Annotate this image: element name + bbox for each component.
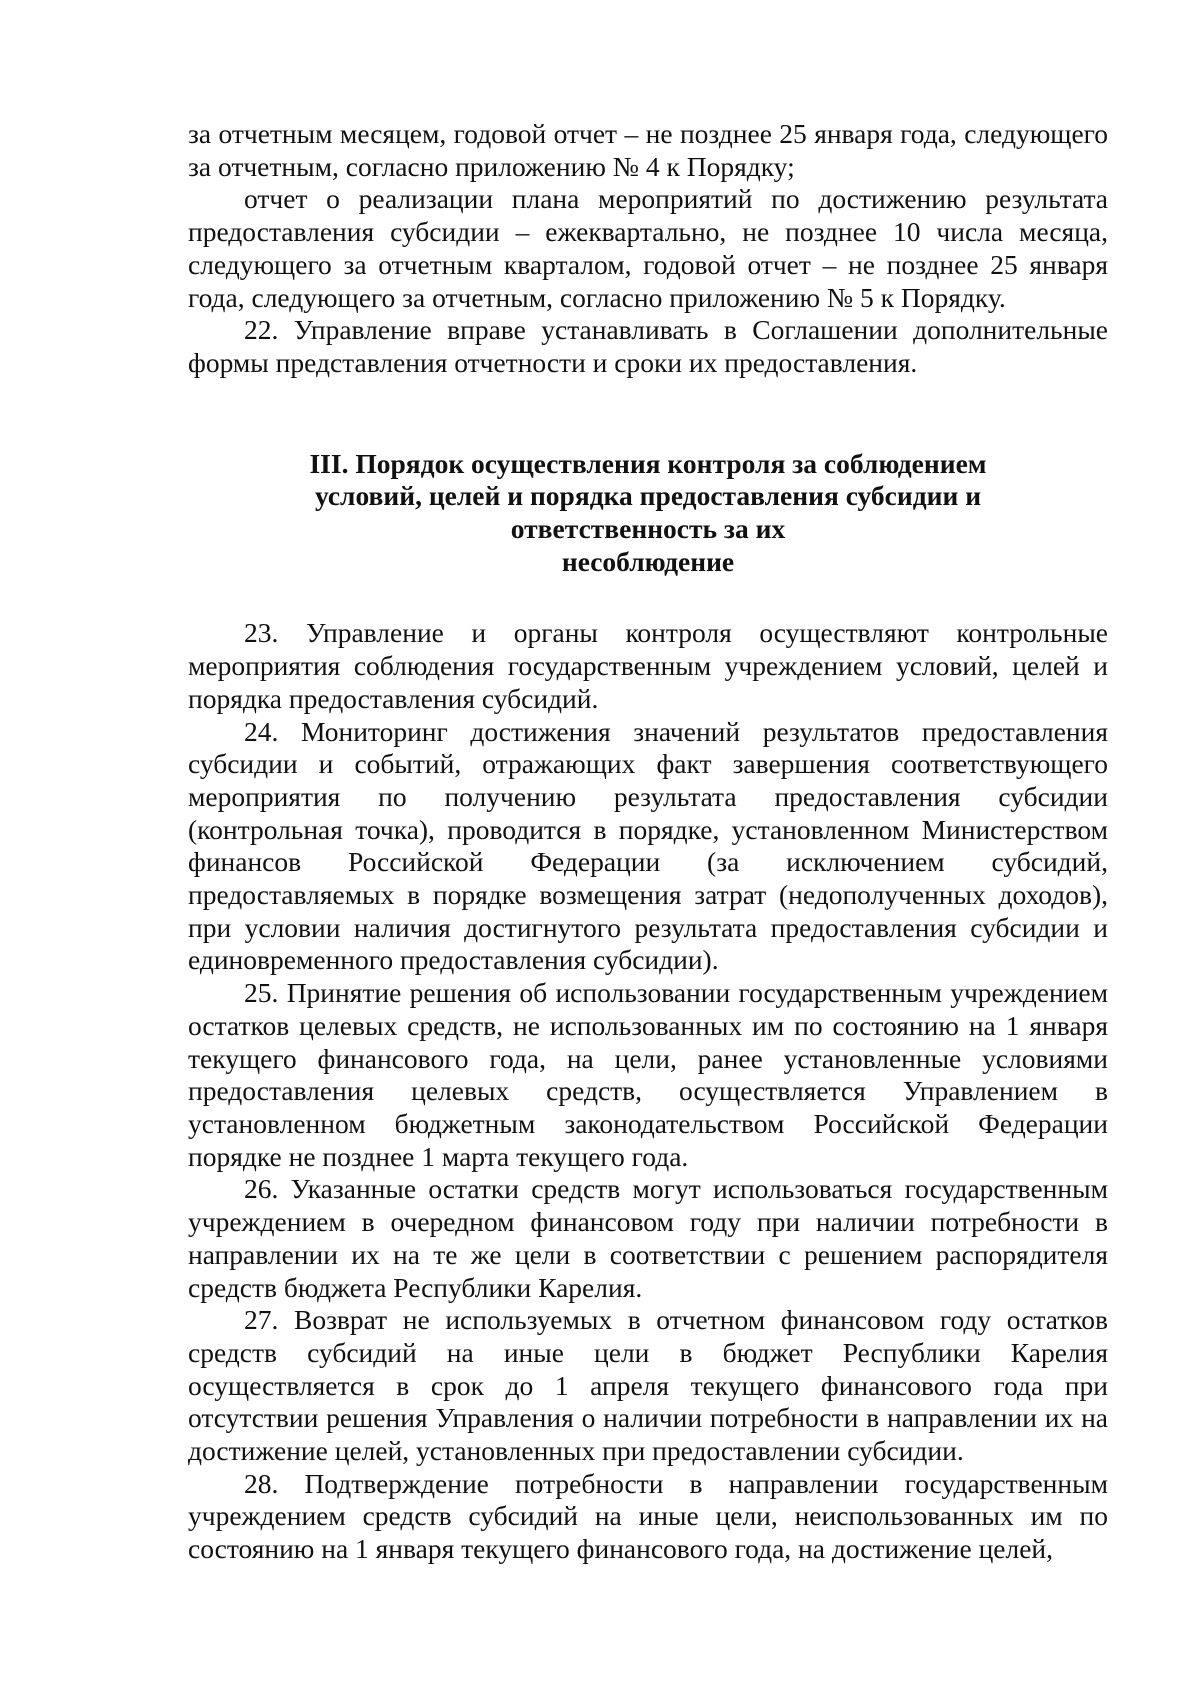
paragraph-26: 26. Указанные остатки средств могут использоваться государственным учреждением в очередном финансовом году при наличии потребности в направлении их на те же цели в соответствии с решением распорядителя средств бюджета Республики Карелия. [188,1173,1108,1303]
paragraph-25: 25. Принятие решения об использовании государственным учреждением остатков целевых средств, не использованных им по состоянию на 1 января текущего финансового года, на цели, ранее установленные условиями предоставления целевых средств, осуществляется Управлением в установленном бюджетным законодательством Российской Федерации порядке не позднее 1 марта текущего года. [188,977,1108,1172]
paragraph-report-plan: отчет о реализации плана мероприятий по достижению результата предоставления субсидии – ежеквартально, не позднее 10 числа месяца, следующего за отчетным кварталом, годовой отчет – не позднее 25 января года, следующего за отчетным, согласно приложению № 5 к Порядку. [188,183,1108,313]
paragraph-continuation: за отчетным месяцем, годовой отчет – не позднее 25 января года, следующего за отчетным, согласно приложению № 4 к Порядку; [188,118,1108,182]
paragraph-24: 24. Мониторинг достижения значений результатов предоставления субсидии и событий, отражающих факт завершения соответствующего мероприятия по получению результата предоставления субсидии (контрольная точка), проводится в порядке, установленном Министерством финансов Российской Федерации (за исключением субсидий, предоставляемых в порядке возмещения затрат (недополученных доходов), при условии наличия достигнутого результата предоставления субсидии и единовременного предоставления субсидии). [188,715,1108,976]
section-heading-line-2: условий, целей и порядка предоставления субсидии и [314,480,982,512]
section-heading-line-1: III. Порядок осуществления контроля за соблюдением [309,447,987,479]
section-heading-line-4: несоблюдение [561,545,735,577]
section-heading-line-3: ответственность за их [510,513,786,545]
paragraph-23: 23. Управление и органы контроля осуществляют контрольные мероприятия соблюдения государственным учреждением условий, целей и порядка предоставления субсидий. [188,617,1108,714]
section-heading [188,448,1108,579]
paragraph-28: 28. Подтверждение потребности в направлении государственным учреждением средств субсидий на иные цели, неиспользованных им по состоянию на 1 января текущего финансового года, на достижение целей, [188,1467,1108,1565]
paragraph-22: 22. Управление вправе устанавливать в Соглашении дополнительные формы представления отчетности и сроки их предоставления. [188,314,1108,378]
paragraph-27: 27. Возврат не используемых в отчетном финансовом году остатков средств субсидий на иные цели в бюджет Республики Карелия осуществляется в срок до 1 апреля текущего финансового года при отсутствии решения Управления о наличии потребности в направлении их на достижение целей, установленных при предоставлении субсидии. [188,1304,1108,1467]
document-page [188,118,1108,1566]
